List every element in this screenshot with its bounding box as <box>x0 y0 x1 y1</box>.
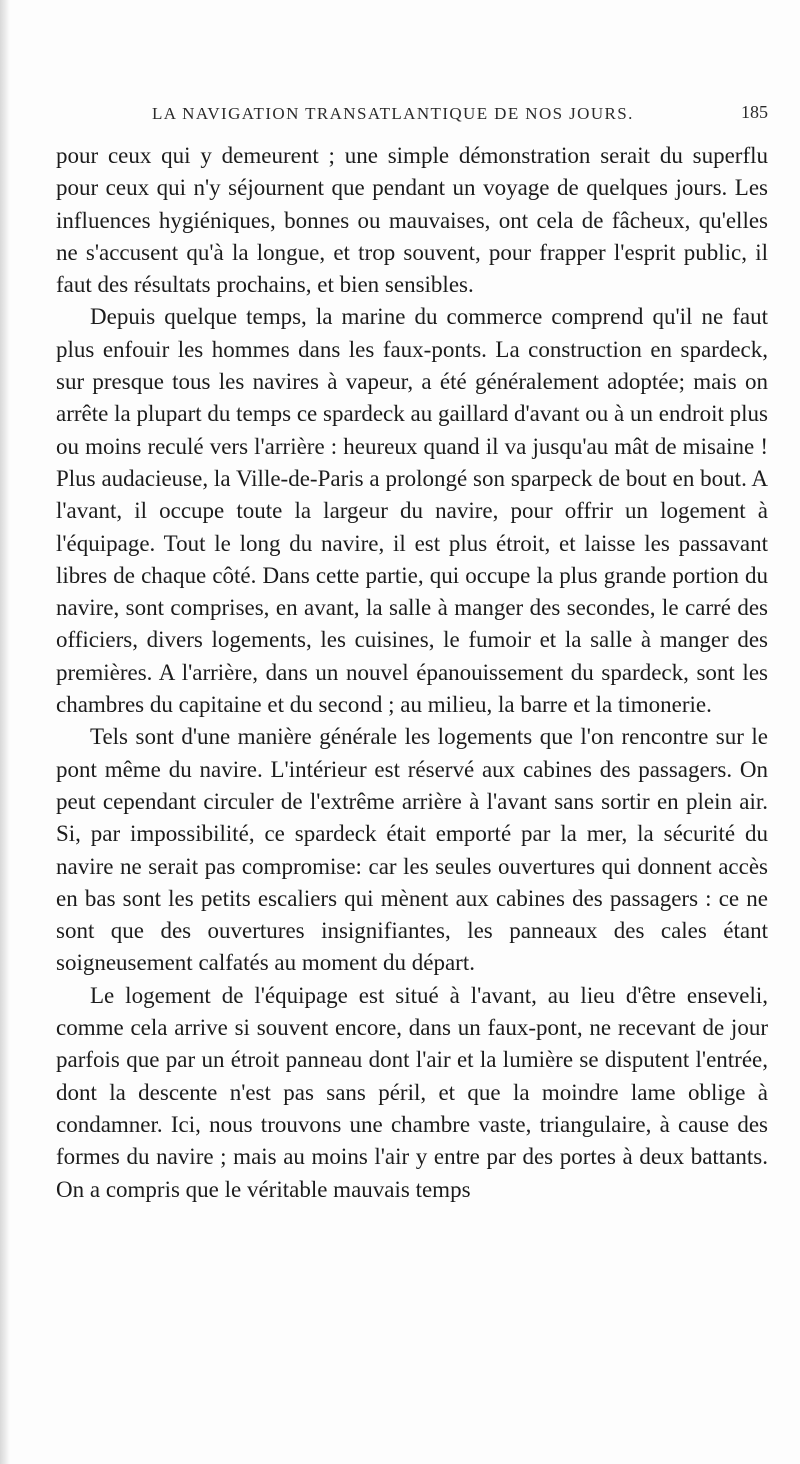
page-gutter-shadow <box>0 0 10 1464</box>
paragraph-equipage: Le logement de l'équipage est situé à l'avant, au lieu d'être enseveli, comme cela arrive si souvent encore, dans un faux-pont, ne recevant de jour parfois que par un étroit panneau dont l'air et la lumière se disputent l'entrée, dont la descente n'est pas sans péril, et que la moindre lame oblige à condamner. Ici, nous trouvons une chambre vaste, triangulaire, à cause des formes du navire ; mais au moins l'air y entre par des portes à deux battants. On a compris que le véritable mauvais temps <box>56 982 768 1202</box>
running-title: LA NAVIGATION TRANSATLANTIQUE DE NOS JOURS. <box>152 104 634 123</box>
paragraph-continued: pour ceux qui y demeurent ; une simple démonstration serait du superflu pour ceux qui n'y séjournent que pendant un voyage de quelques jours. Les influences hygiéniques, bonnes ou mauvaises, ont cela de fâcheux, qu'elles ne s'accusent qu'à la longue, et trop souvent, pour frapper l'esprit public, il faut des résultats prochains, et bien sensibles. <box>56 143 768 298</box>
paragraph-spardeck: Depuis quelque temps, la marine du commerce comprend qu'il ne faut plus enfouir les hommes dans les faux-ponts. La construction en spardeck, sur presque tous les navires à vapeur, a été généralement adoptée; mais on arrête la plupart du temps ce spardeck au gaillard d'avant ou à un endroit plus ou moins reculé vers l'arrière : heureux quand il va jusqu'au mât de misaine ! Plus audacieuse, la Ville-de-Paris a prolongé son sparpeck de bout en bout. A l'avant, il occupe toute la largeur du navire, pour offrir un logement à l'équipage. Tout le long du navire, il est plus étroit, et laisse les passavant libres de chaque côté. Dans cette partie, qui occupe la plus grande portion du navire, sont comprises, en avant, la salle à manger des secondes, le carré des officiers, divers logements, les cuisines, le fumoir et la salle à manger des premières. A l'arrière, dans un nouvel épanouissement du spardeck, sont les chambres du capitaine et du second ; au milieu, la barre et la timonerie. <box>56 304 768 718</box>
paragraph-logements: Tels sont d'une manière générale les logements que l'on rencontre sur le pont même du navire. L'intérieur est réservé aux cabines des passagers. On peut cependant circuler de l'extrême arrière à l'avant sans sortir en plein air. Si, par impossibilité, ce spardeck était emporté par la mer, la sécurité du navire ne serait pas compromise: car les seules ouvertures qui donnent accès en bas sont les petits escaliers qui mènent aux cabines des passagers : ce ne sont que des ouvertures insignifiantes, les panneaux des cales étant soigneusement calfatés au moment du départ. <box>56 724 768 976</box>
body-text <box>56 140 768 1206</box>
running-head <box>56 98 768 134</box>
page-number: 185 <box>741 102 768 122</box>
